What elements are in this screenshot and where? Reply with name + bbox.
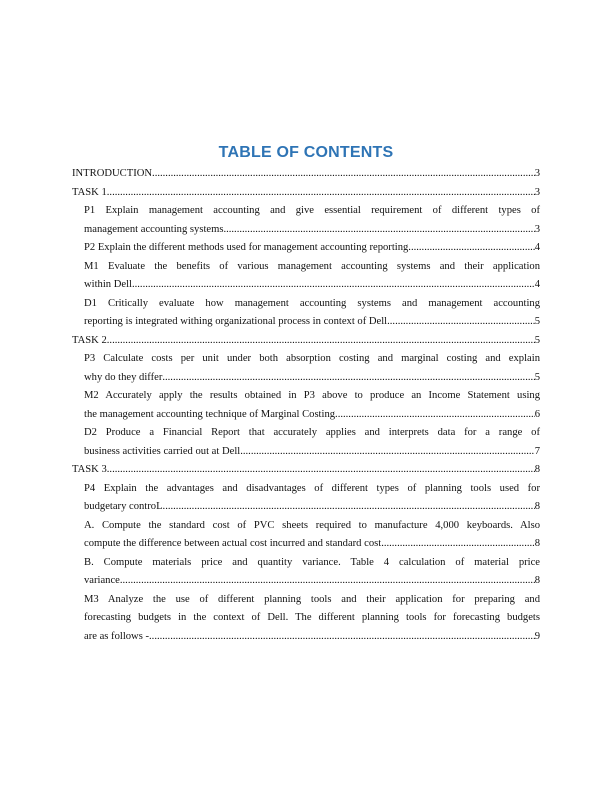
toc-entry-text-line1: P4 Explain the advantages and disadvantages of different types of planning tools used for — [84, 482, 540, 494]
toc-entry-p1[interactable] — [84, 202, 540, 239]
dot-leader — [387, 313, 535, 332]
dot-leader — [120, 572, 535, 591]
dot-leader — [381, 535, 535, 554]
toc-entry-text-line1: A. Compute the standard cost of PVC sheets required to manufacture 4,000 keyboards. Also — [84, 519, 540, 531]
toc-page-number: 5 — [534, 334, 540, 346]
toc-page-number: 5 — [534, 316, 540, 327]
toc-entry-text-line1: M1 Evaluate the benefits of various management accounting systems and their application — [84, 260, 540, 272]
dot-leader — [152, 165, 535, 184]
toc-entry-task-2[interactable] — [72, 332, 540, 351]
toc-entry-text: why do they differ — [84, 371, 163, 383]
toc-entry-p2[interactable] — [84, 239, 540, 258]
toc-entry-p4[interactable] — [84, 480, 540, 517]
toc-entry-text-line1: D1 Critically evaluate how management accounting systems and management accounting — [84, 297, 540, 309]
toc-list — [72, 165, 540, 646]
toc-page-number: 8 — [534, 464, 540, 475]
toc-entry-text: P2 Explain the different methods used for management accounting reporting — [84, 242, 409, 253]
dot-leader — [163, 498, 535, 517]
dot-leader — [223, 221, 534, 240]
dot-leader — [107, 461, 535, 480]
toc-entry-text: INTRODUCTION — [72, 168, 153, 179]
toc-entry-text-line1: P3 Calculate costs per unit under both absorption costing and marginal costing and explain — [84, 353, 540, 364]
toc-entry-text: TASK 1 — [72, 186, 107, 198]
toc-entry-text-line1: B. Compute materials price and quantity variance. Table 4 calculation of material price — [84, 556, 540, 568]
toc-entry-task-1[interactable] — [72, 184, 540, 203]
toc-entry-m2[interactable] — [84, 387, 540, 424]
toc-entry-d1[interactable] — [84, 295, 540, 332]
dot-leader — [107, 184, 535, 203]
toc-entry-text: are as follows - — [84, 630, 150, 642]
toc-entry-p3[interactable] — [84, 350, 540, 387]
toc-entry-m1[interactable] — [84, 258, 540, 295]
toc-page-number: 6 — [534, 408, 540, 420]
dot-leader — [162, 369, 534, 388]
toc-entry-text: TASK 2 — [72, 334, 107, 346]
toc-entry-text: TASK 3 — [72, 464, 107, 475]
toc-entry-text: management accounting systems — [84, 223, 224, 235]
toc-page-number: 4 — [534, 242, 540, 253]
toc-entry-text: business activities carried out at Dell — [84, 445, 241, 457]
toc-entry-text: variance — [84, 575, 120, 586]
toc-entry-text-line1: D2 Produce a Financial Report that accurately applies and interprets data for a range of — [84, 427, 540, 438]
dot-leader — [408, 239, 534, 258]
toc-page-number: 8 — [534, 538, 540, 549]
toc-entry-text: reporting is integrated withing organizational process in context of Dell — [84, 316, 388, 327]
toc-entry-d2[interactable] — [84, 424, 540, 461]
toc-entry-m3[interactable] — [84, 591, 540, 647]
toc-page-number: 8 — [534, 501, 540, 512]
toc-entry-text-line1: P1 Explain management accounting and give essential requirement of different types of — [84, 205, 540, 216]
toc-page-number: 5 — [534, 371, 540, 383]
toc-entry-text: within Dell — [84, 279, 132, 290]
dot-leader — [149, 628, 535, 647]
toc-entry-task-3[interactable] — [72, 461, 540, 480]
toc-entry-a[interactable] — [84, 517, 540, 554]
dot-leader — [132, 276, 535, 295]
toc-entry-text: budgetary controL — [84, 501, 163, 512]
toc-entry-text: compute the difference between actual cost incurred and standard cost — [84, 538, 382, 549]
toc-entry-text-line2: forecasting budgets in the context of Dell. The different planning tools for forecasting budgets — [84, 612, 540, 623]
dot-leader — [335, 406, 535, 425]
toc-entry-text-line1: M2 Accurately apply the results obtained in P3 above to produce an Income Statement using — [84, 390, 540, 401]
toc-entry-text-line1: M3 Analyze the use of different planning tools and their application for preparing and — [84, 593, 540, 605]
toc-page-number: 3 — [534, 223, 540, 235]
toc-page-number: 9 — [534, 630, 540, 642]
toc-page-number: 4 — [534, 279, 540, 290]
dot-leader — [240, 443, 534, 462]
toc-page-number: 3 — [534, 168, 540, 179]
toc-entry-b[interactable] — [84, 554, 540, 591]
toc-page-number: 8 — [534, 575, 540, 586]
toc-page-number: 3 — [534, 186, 540, 198]
toc-page-number: 7 — [534, 445, 540, 457]
dot-leader — [107, 332, 535, 351]
toc-title: TABLE OF CONTENTS — [218, 144, 394, 161]
toc-entry-text: the management accounting technique of Marginal Costing — [84, 408, 336, 420]
toc-entry-introduction[interactable] — [72, 165, 540, 184]
